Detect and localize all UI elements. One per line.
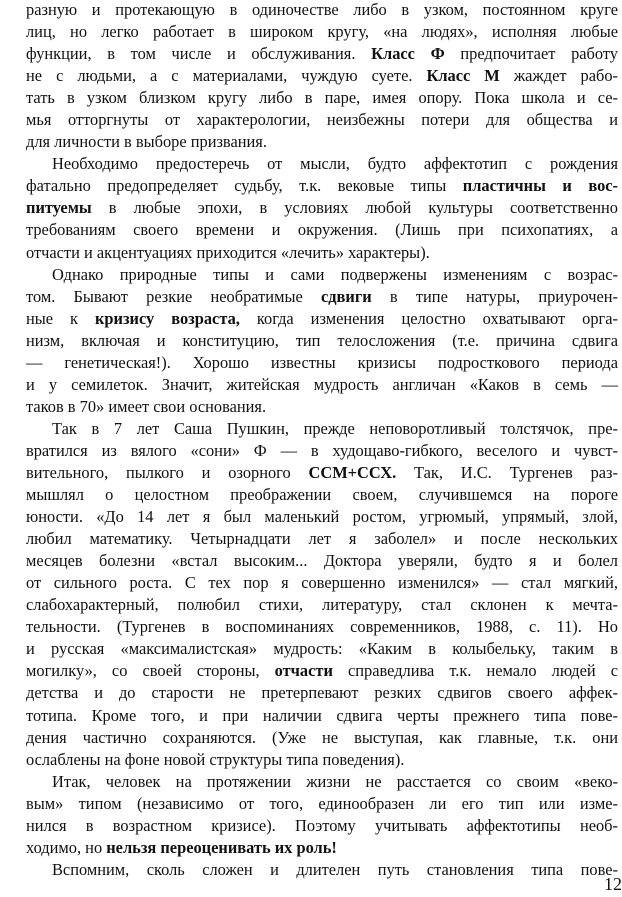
text-line xyxy=(26,682,618,704)
text-segment: Однако природные типы и сами подвержены изменениям с возрас- xyxy=(52,264,618,284)
text-line xyxy=(26,550,618,572)
text-segment: тельности. (Тургенев в воспоминаниях современников, 1988, с. 11). Но xyxy=(26,617,618,637)
text-segment: ные к xyxy=(26,308,95,328)
text-line xyxy=(26,131,618,153)
text-line xyxy=(26,352,618,374)
text-line xyxy=(26,308,618,330)
text-segment: любил математику. Четырнадцати лет я заболел» и после нескольких xyxy=(26,529,618,549)
text-line xyxy=(26,242,618,264)
text-line xyxy=(26,705,618,727)
text-segment: и русская «максималистская» мудрость: «Каким в колыбельку, таким в xyxy=(26,639,618,659)
text-line xyxy=(26,197,618,219)
text-line xyxy=(26,815,618,837)
text-segment: ослаблены на фоне новой структуры типа поведения). xyxy=(26,749,405,769)
text-line xyxy=(26,462,618,484)
text-segment: тать в узком близком кругу либо в паре, имея опору. Пока школа и се- xyxy=(26,88,618,108)
bold-term: Класс Ф xyxy=(371,44,445,64)
bold-term: кризису возраста, xyxy=(94,308,240,328)
text-segment: жаждет рабо- xyxy=(499,66,618,86)
text-line xyxy=(26,396,618,418)
text-line xyxy=(26,418,618,440)
bold-term: сдвиги xyxy=(320,286,372,306)
text-segment: вительного, пылкого и озорного xyxy=(26,462,309,482)
text-segment: вым» типом (независимо от того, единообразен ли его тип или изме- xyxy=(26,793,618,813)
text-line xyxy=(26,65,618,87)
text-line xyxy=(26,286,618,308)
text-line xyxy=(26,0,618,21)
text-segment: могилку», со своей стороны, xyxy=(26,661,275,681)
text-segment: низм, включая и конституцию, тип телосложения (т.е. причина сдвига xyxy=(26,330,618,350)
text-segment: предпочитает работу xyxy=(444,44,619,64)
text-segment: лиц, но легко работает в широком кругу, «на людях», исполняя любые xyxy=(26,22,618,42)
text-segment: — генетическая!). Хорошо известны кризисы подросткового периода xyxy=(26,352,618,372)
text-line xyxy=(26,528,618,550)
text-segment: не с людьми, а с материалами, чуждую суете. xyxy=(26,66,427,86)
text-segment: требованиям своего времени и окружения. (Лишь при психопатиях, а xyxy=(26,220,618,240)
text-line xyxy=(26,21,618,43)
text-segment: тотипа. Кроме того, и при наличии сдвига черты прежнего типа пове- xyxy=(26,705,618,725)
bold-term: Класс М xyxy=(426,66,500,86)
text-segment: фатально предопределяет судьбу, т.к. вековые типы xyxy=(26,176,463,196)
text-line xyxy=(26,771,618,793)
text-segment: в типе натуры, приурочен- xyxy=(371,286,618,306)
text-segment: Так в 7 лет Саша Пушкин, прежде неповоротливый толстячок, пре- xyxy=(52,418,618,438)
bold-term: отчасти xyxy=(274,661,333,681)
text-segment: слабохарактерный, полюбил стихи, литературу, стал склонен к мечта- xyxy=(26,595,618,615)
text-line xyxy=(26,727,618,749)
text-line xyxy=(26,109,618,131)
text-line xyxy=(26,616,618,638)
text-line xyxy=(26,175,618,197)
text-line xyxy=(26,594,618,616)
body-text xyxy=(26,0,618,881)
text-segment: справедлива т.к. немало людей с xyxy=(332,661,618,681)
text-line xyxy=(26,572,618,594)
text-line xyxy=(26,793,618,815)
text-segment: и у семилеток. Значит, житейская мудрость англичан «Каков в семь — xyxy=(26,374,618,394)
text-segment: разную и протекающую в одиночестве либо в узком, постоянном круге xyxy=(26,0,618,19)
text-segment: Вспомним, сколь сложен и длителен путь становления типа пове- xyxy=(52,859,618,879)
bold-term: пластичны и вос- xyxy=(462,176,619,196)
text-segment: детства и до старости не претерпевают резких сдвигов своего аффек- xyxy=(26,683,618,703)
text-line xyxy=(26,660,618,682)
text-line xyxy=(26,837,618,859)
bold-term: ССМ+ССХ. xyxy=(308,462,397,482)
text-segment: мышлял о целостном преображении своем, случившемся на пороге xyxy=(26,485,618,505)
text-segment: Так, И.С. Тургенев раз- xyxy=(396,462,618,482)
text-segment: мья отторгнуты от характерологии, неизбежны потери для общества и xyxy=(26,110,618,130)
text-line xyxy=(26,440,618,462)
bold-term: нельзя переоценивать их роль! xyxy=(106,837,337,857)
text-line xyxy=(26,484,618,506)
text-segment: вратился из вялого «сони» Ф — в худощаво-гибкого, веселого и чувст- xyxy=(26,440,618,460)
text-segment: Итак, человек на протяжении жизни не расстается со своим «веко- xyxy=(52,771,618,791)
text-segment: функции, в том числе и обслуживания. xyxy=(26,44,372,64)
text-line xyxy=(26,43,618,65)
text-line xyxy=(26,264,618,286)
text-segment: нился в возрастном кризисе). Поэтому учитывать аффектотипы необ- xyxy=(26,815,618,835)
text-segment: том. Бывают резкие необратимые xyxy=(26,286,321,306)
text-segment: в любые эпохи, в условиях любой культуры соответственно xyxy=(91,198,618,218)
text-line xyxy=(26,330,618,352)
text-line xyxy=(26,859,618,881)
text-segment: когда изменения целостно охватывают орга- xyxy=(239,308,618,328)
text-segment: для личности в выборе призвания. xyxy=(26,132,267,152)
text-line xyxy=(26,153,618,175)
text-line xyxy=(26,638,618,660)
text-segment: дения частично сохраняются. (Уже не выступая, как главные, т.к. они xyxy=(26,727,618,747)
page-number: 12 xyxy=(604,874,622,894)
text-segment: Необходимо предостеречь от мысли, будто аффектотип с рождения xyxy=(52,154,618,174)
text-segment: таков в 70» имеет свои основания. xyxy=(26,396,267,416)
text-segment: ходимо, но xyxy=(26,837,107,857)
text-segment: отчасти и акцентуациях приходится «лечить» характеры). xyxy=(26,242,430,262)
text-segment: месяцев болезни «встал высоким... Доктора уверяли, будто я и болел xyxy=(26,551,618,571)
bold-term: питуемы xyxy=(26,198,92,218)
text-line xyxy=(26,506,618,528)
text-line xyxy=(26,87,618,109)
text-segment: юности. «До 14 лет я был маленький ростом, угрюмый, упрямый, злой, xyxy=(26,507,618,527)
text-line xyxy=(26,374,618,396)
text-line xyxy=(26,749,618,771)
text-segment: от сильного роста. С тех пор я совершенно изменился» — стал мягкий, xyxy=(26,573,618,593)
text-line xyxy=(26,219,618,241)
